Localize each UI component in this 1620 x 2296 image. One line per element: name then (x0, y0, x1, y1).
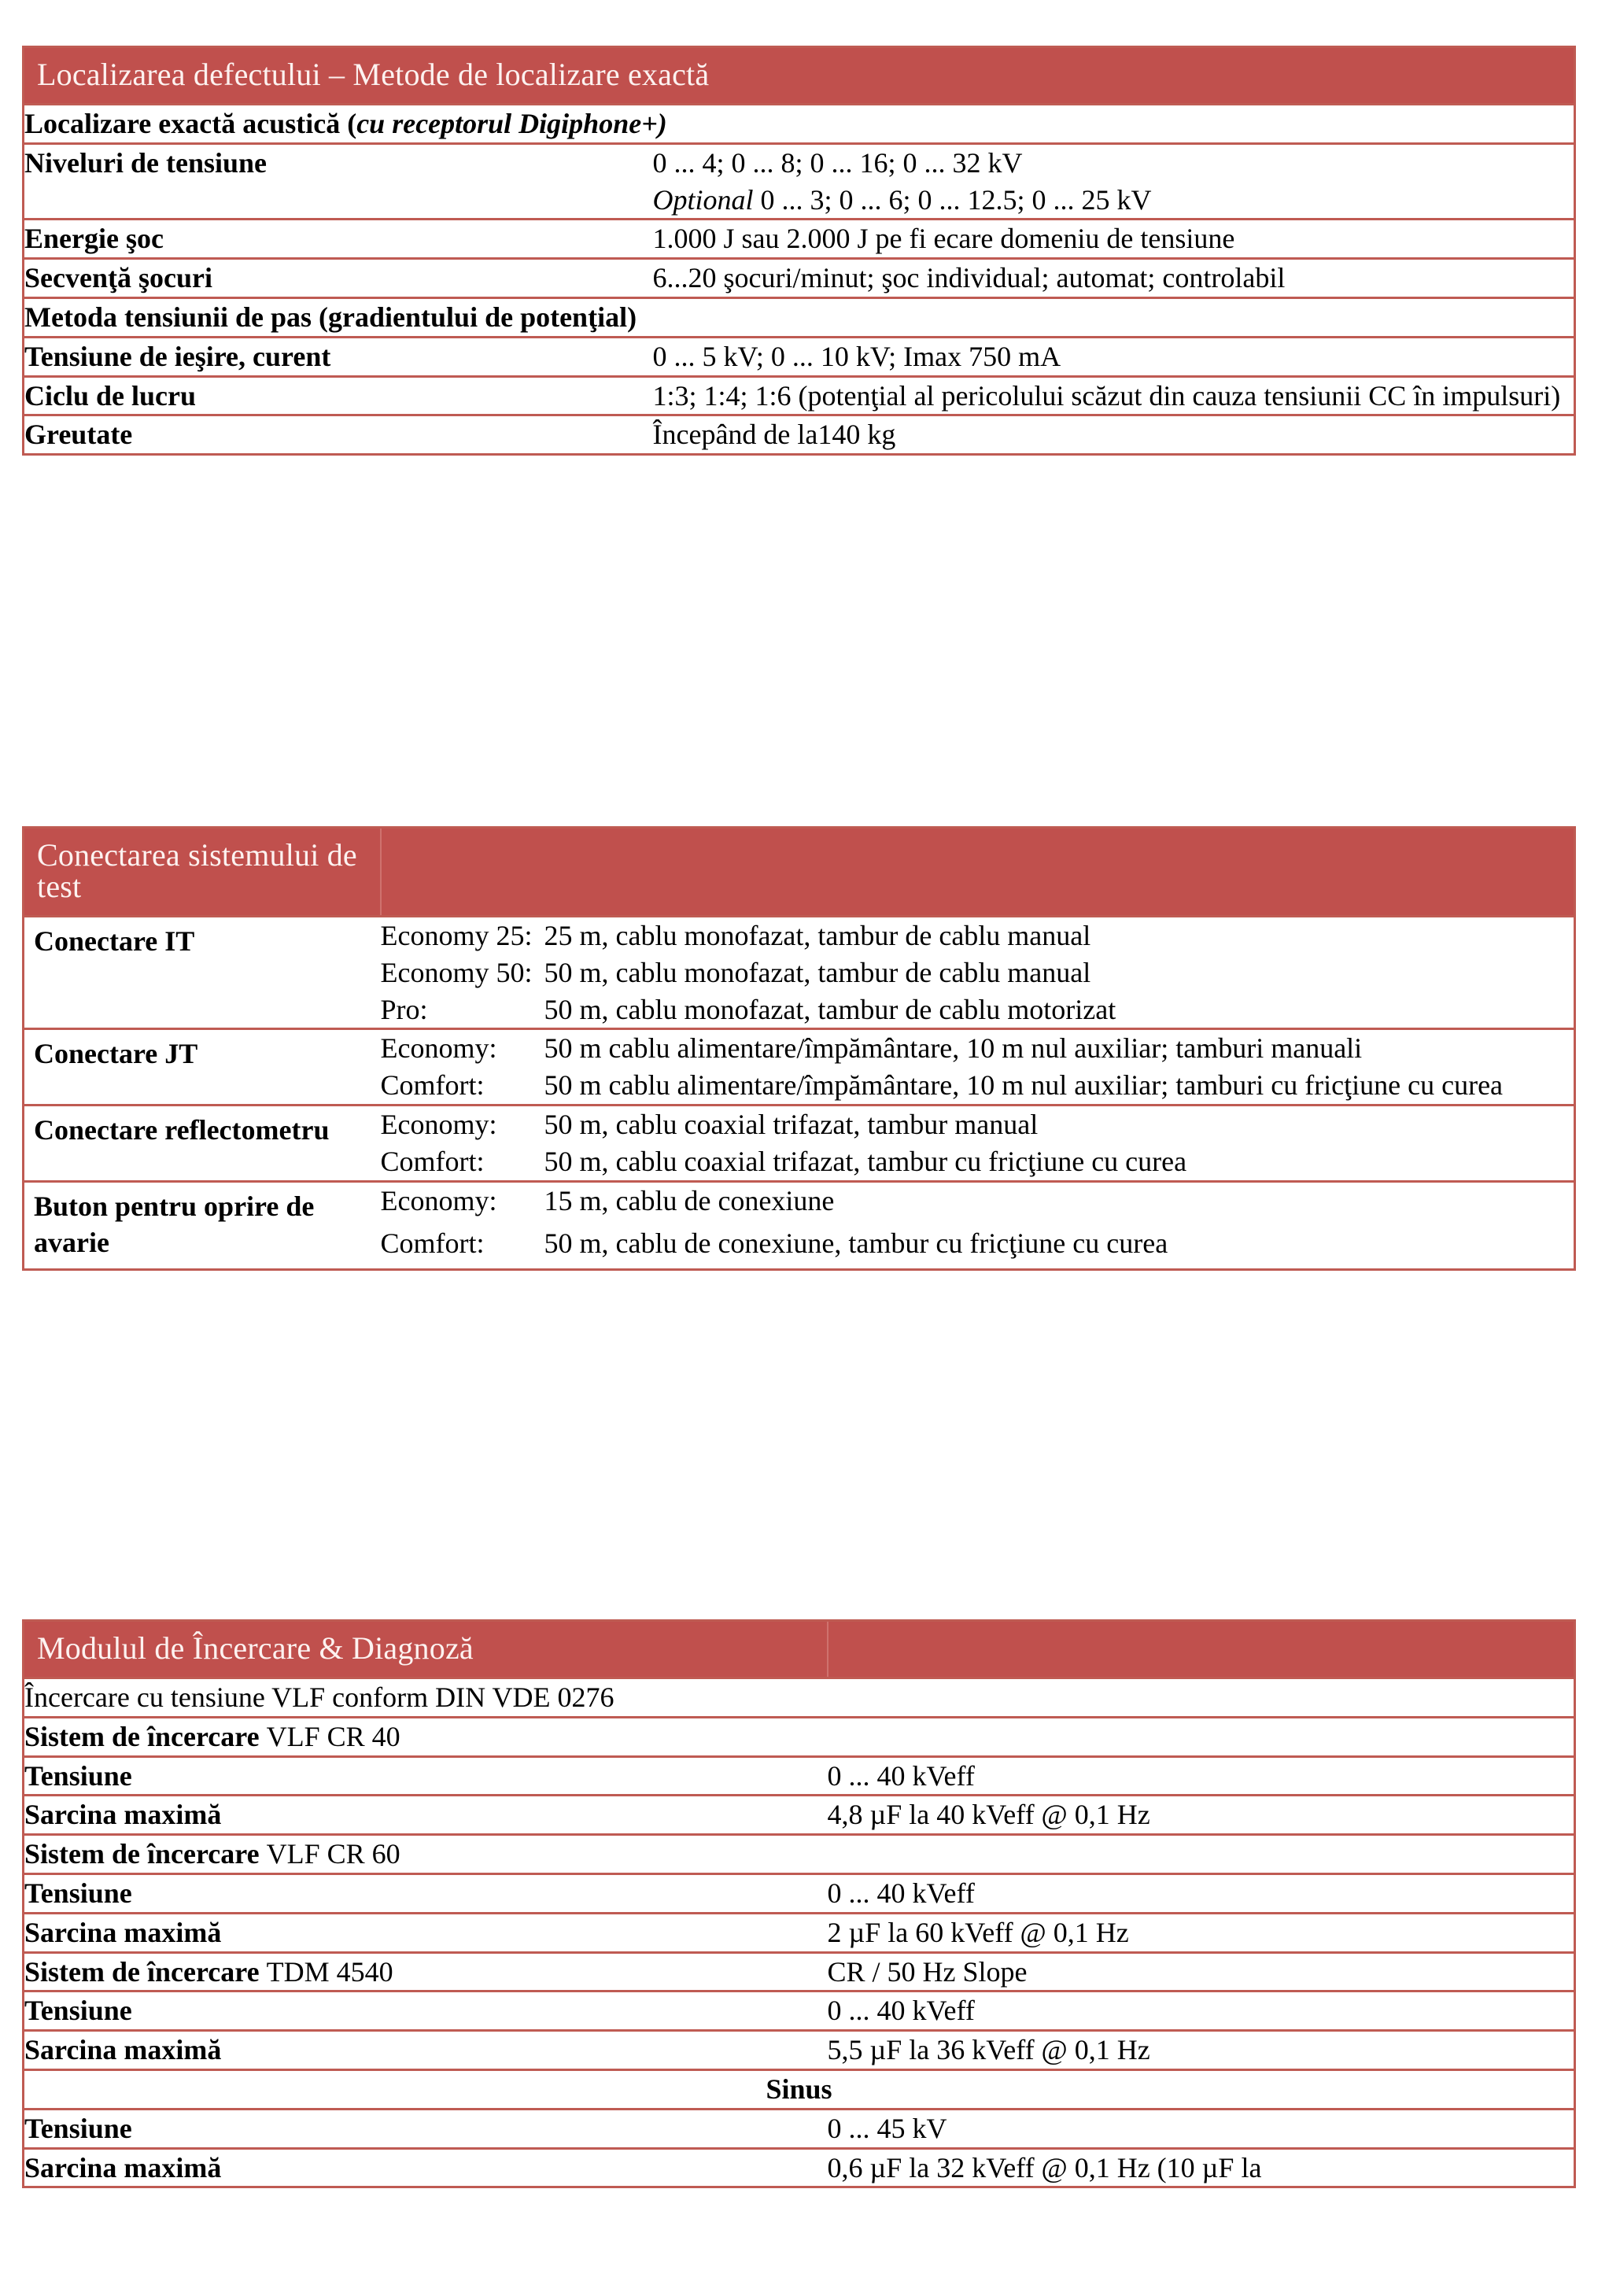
row-value-tensiune-sinus: 0 ... 45 kV (828, 2109, 1575, 2148)
system-label-regular-cr60: VLF CR 60 (266, 1838, 400, 1870)
system-label-bold-cr40: Sistem de încercare (24, 1720, 267, 1752)
row-vlf-intro (24, 1678, 1575, 1718)
row-connection-reflectometer-1 (24, 1105, 1575, 1142)
row-label-weight: Greutate (24, 415, 653, 455)
subsection-acoustic-italic: cu receptorul Digiphone+) (356, 108, 667, 139)
subsection-acoustic-label (24, 105, 1575, 144)
row-sarcina-tdm4540 (24, 2031, 1575, 2070)
table-testing-diagnosis-module (22, 1619, 1576, 2188)
row-system-vlf-cr40 (24, 1717, 1575, 1756)
group-label-buton-oprire-avarie: Buton pentru oprire de avarie (24, 1181, 381, 1270)
row-label-duty-cycle: Ciclu de lucru (24, 376, 653, 415)
system-value-vlf-cr40 (828, 1717, 1575, 1756)
row-connection-jt-1 (24, 1029, 1575, 1067)
row-shock-energy (24, 220, 1575, 259)
variant-label-reflectometer-economy: Economy: (381, 1105, 544, 1142)
system-label-tdm4540 (24, 1952, 828, 1991)
variant-label-jt-comfort: Comfort: (380, 1069, 485, 1102)
table-test-system-connection (22, 826, 1576, 1271)
subsection-acoustic-row (24, 105, 1575, 144)
row-label-tensiune-cr60: Tensiune (24, 1873, 828, 1913)
row-output-voltage-current (24, 337, 1575, 376)
variant-label-it-economy25: Economy 25: (380, 920, 533, 951)
variant-desc-jt-economy: 50 m cablu alimentare/împământare, 10 m nul auxiliar; tamburi manuali (544, 1029, 1575, 1067)
row-sinus-heading (24, 2069, 1575, 2109)
section-header-filler-right (544, 828, 1575, 917)
row-voltage-levels (24, 143, 1575, 181)
table-fault-location-header-row (24, 47, 1575, 105)
variant-label-it-pro: Pro: (380, 993, 428, 1025)
row-value-shock-sequence: 6...20 şocuri/minut; şoc individual; automat; controlabil (653, 259, 1575, 298)
row-tensiune-sinus (24, 2109, 1575, 2148)
variant-desc-jt-comfort: 50 m cablu alimentare/împământare, 10 m nul auxiliar; tamburi cu fricţiune cu curea (544, 1069, 1504, 1102)
row-sarcina-cr60 (24, 1913, 1575, 1952)
variant-desc-it-economy50: 50 m, cablu monofazat, tambur de cablu manual (544, 956, 1091, 988)
system-label-regular-tdm4540: TDM 4540 (266, 1955, 393, 1988)
variant-label-emergency-comfort: Comfort: (380, 1227, 485, 1260)
row-tensiune-cr60 (24, 1873, 1575, 1913)
row-value-sarcina-cr40: 4,8 µF la 40 kVeff @ 0,1 Hz (828, 1796, 1575, 1835)
row-value-tensiune-tdm4540: 0 ... 40 kVeff (828, 1991, 1575, 2031)
section-header-title-diagnosis: Modulul de Încercare & Diagnoză (24, 1621, 828, 1678)
intro-vlf-din-vde: Încercare cu tensiune VLF conform DIN VDE 0276 (24, 1681, 614, 1713)
section-header-filler-diagnosis (828, 1621, 1575, 1678)
row-label-shock-energy: Energie şoc (24, 220, 653, 259)
system-value-vlf-cr60 (828, 1835, 1575, 1874)
row-shock-sequence (24, 259, 1575, 298)
variant-desc-it-economy25: 25 m, cablu monofazat, tambur de cablu manual (544, 920, 1091, 951)
row-label-shock-sequence: Secvenţă şocuri (24, 259, 653, 298)
row-value-duty-cycle: 1:3; 1:4; 1:6 (potenţial al pericolului scăzut din cauza tensiunii CC în impulsuri) (653, 376, 1575, 415)
row-value-voltage-levels-line2 (653, 182, 1575, 220)
variant-desc-it-pro: 50 m, cablu monofazat, tambur de cablu motorizat (544, 993, 1116, 1025)
subsection-acoustic-bold: Localizare exactă acustică ( (24, 108, 357, 139)
row-weight (24, 415, 1575, 455)
variant-desc-emergency-comfort: 50 m, cablu de conexiune, tambur cu fricţiune cu curea (544, 1227, 1168, 1260)
row-value-sarcina-tdm4540: 5,5 µF la 36 kVeff @ 0,1 Hz (828, 2031, 1575, 2070)
group-label-conectare-jt: Conectare JT (24, 1029, 381, 1106)
variant-desc-reflectometer-comfort: 50 m, cablu coaxial trifazat, tambur cu fricţiune cu curea (544, 1145, 1187, 1177)
group-label-conectare-reflectometru: Conectare reflectometru (24, 1105, 381, 1181)
system-label-vlf-cr40 (24, 1717, 828, 1756)
row-connection-it-1 (24, 917, 1575, 954)
row-value-tensiune-cr40: 0 ... 40 kVeff (828, 1756, 1575, 1796)
optional-values: 0 ... 3; 0 ... 6; 0 ... 12.5; 0 ... 25 kV (753, 183, 1152, 216)
row-value-weight: Începând de la140 kg (653, 415, 1575, 455)
variant-label-emergency-economy: Economy: (381, 1181, 544, 1225)
subheading-sinus: Sinus (24, 2069, 1575, 2109)
system-label-bold-cr60: Sistem de încercare (24, 1838, 267, 1870)
row-value-shock-energy: 1.000 J sau 2.000 J pe fi ecare domeniu de tensiune (653, 220, 1575, 259)
row-label-sarcina-cr40: Sarcina maximă (24, 1796, 828, 1835)
row-value-output-voltage-current: 0 ... 5 kV; 0 ... 10 kV; Imax 750 mA (653, 337, 1575, 376)
section-header-title-connection: Conectarea sistemului de test (24, 828, 381, 917)
row-label-output-voltage-current: Tensiune de ieşire, curent (24, 337, 653, 376)
row-value-voltage-levels-line1: 0 ... 4; 0 ... 8; 0 ... 16; 0 ... 32 kV (653, 143, 1575, 181)
row-label-sarcina-sinus: Sarcina maximă (24, 2148, 828, 2187)
system-value-tdm4540: CR / 50 Hz Slope (828, 1952, 1575, 1991)
section-header-filler-mid (381, 828, 544, 917)
row-tensiune-cr40 (24, 1756, 1575, 1796)
row-value-sarcina-cr60: 2 µF la 60 kVeff @ 0,1 Hz (828, 1913, 1575, 1952)
row-label-tensiune-sinus: Tensiune (24, 2109, 828, 2148)
variant-label-reflectometer-comfort: Comfort: (380, 1145, 485, 1177)
optional-keyword: Optional (652, 183, 754, 216)
table-testing-diagnosis-header-row (24, 1621, 1575, 1678)
section-header-title: Localizarea defectului – Metode de localizare exactă (24, 47, 1575, 105)
variant-label-it-economy50: Economy 50: (380, 956, 533, 988)
row-label-tensiune-cr40: Tensiune (24, 1756, 828, 1796)
group-label-conectare-it: Conectare IT (34, 925, 195, 957)
row-sarcina-cr40 (24, 1796, 1575, 1835)
variant-desc-reflectometer-economy: 50 m, cablu coaxial trifazat, tambur manual (544, 1105, 1575, 1142)
row-value-sarcina-sinus: 0,6 µF la 32 kVeff @ 0,1 Hz (10 µF la (828, 2148, 1575, 2187)
subsection-step-voltage-label: Metoda tensiunii de pas (gradientului de potenţial) (24, 297, 1575, 337)
table-test-system-connection-header-row (24, 828, 1575, 917)
row-label-tensiune-tdm4540: Tensiune (24, 1991, 828, 2031)
row-sarcina-sinus (24, 2148, 1575, 2187)
system-label-vlf-cr60 (24, 1835, 828, 1874)
row-label-voltage-levels: Niveluri de tensiune (24, 143, 653, 220)
table-fault-location (22, 46, 1576, 456)
row-system-tdm4540 (24, 1952, 1575, 1991)
row-emergency-stop-1 (24, 1181, 1575, 1225)
row-label-sarcina-tdm4540: Sarcina maximă (24, 2031, 828, 2070)
system-label-regular-cr40: VLF CR 40 (266, 1720, 400, 1752)
variant-desc-emergency-economy: 15 m, cablu de conexiune (544, 1181, 1575, 1225)
row-value-tensiune-cr60: 0 ... 40 kVeff (828, 1873, 1575, 1913)
row-system-vlf-cr60 (24, 1835, 1575, 1874)
row-tensiune-tdm4540 (24, 1991, 1575, 2031)
subsection-step-voltage-row (24, 297, 1575, 337)
variant-label-jt-economy: Economy: (381, 1029, 544, 1067)
row-label-sarcina-cr60: Sarcina maximă (24, 1913, 828, 1952)
system-label-bold-tdm4540: Sistem de încercare (24, 1955, 267, 1988)
row-duty-cycle (24, 376, 1575, 415)
